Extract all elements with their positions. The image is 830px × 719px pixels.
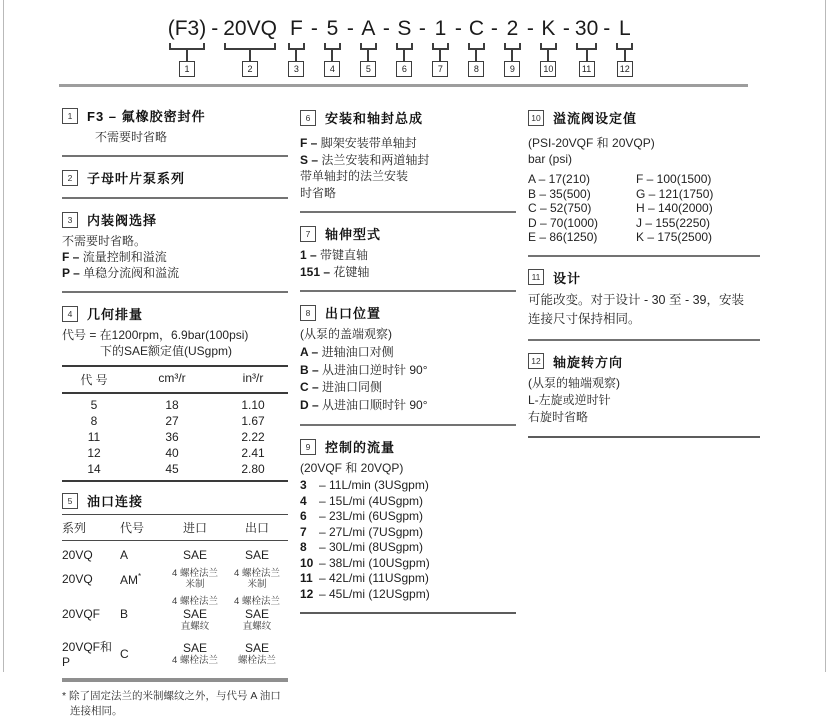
footnote-line: 连接相同。 [70,705,123,717]
code-cell: A [120,548,129,562]
code-segment [431,16,450,77]
code-cell: B [120,607,129,621]
section-text: 连接尺寸保持相同。 [528,311,641,326]
flow-option [300,494,516,510]
pressure-column [636,172,713,245]
option-code: D – [300,397,319,412]
cell: 18 [165,398,179,412]
section-heading [62,210,288,229]
divider [300,424,516,426]
option-code: S – [300,152,319,167]
cell: 2.80 [241,462,265,476]
option-text: 进油口同侧 [322,380,383,394]
cell: 2.22 [241,430,265,444]
bracket-icon [576,43,597,50]
bracket-icon [224,43,276,50]
inlet-cell [164,596,226,632]
code-number-box: 8 [468,61,484,77]
section-11 [528,268,760,329]
flow-code: 3 [300,478,307,492]
option-code: P – [62,266,80,280]
bracket-icon [432,43,449,50]
outlet-cell [226,548,288,562]
section-number-box: 12 [528,353,544,369]
section-title: F3 – 氟橡胶密封件 [87,109,206,124]
option-line [300,168,516,185]
table-row [62,593,288,635]
outlet-cell [226,596,288,632]
section-heading [300,224,516,243]
section-heading [62,168,288,187]
code-separator: - [526,17,534,40]
divider [528,436,760,438]
option-line [62,265,288,281]
flow-option [300,556,516,572]
section-number-box: 7 [300,226,316,242]
section-number-box: 1 [62,108,78,124]
table-header-row [62,365,288,394]
code-segment [503,16,522,77]
section-6 [300,108,516,201]
series-cell: 20VQF和P [62,640,113,669]
code-number-box: 1 [179,61,195,77]
code-segment-label: C [468,17,484,40]
code-segment-label: 30 [574,17,599,40]
code-separator: - [603,17,611,40]
flow-code: 7 [300,524,307,539]
flow-text: – 30L/mi (8USgpm) [319,540,424,554]
code-segment-label: 5 [326,17,339,40]
section-heading [528,268,760,287]
dropline [295,50,297,61]
dropline [439,50,441,61]
code-number-box: 10 [540,61,556,77]
option-text: 从进油口逆时针 90° [322,362,428,377]
divider [528,255,760,257]
code-separator: - [211,17,219,40]
flow-text: – 23L/mi (6USgpm) [319,509,424,523]
column-middle [300,108,516,614]
cell-line: 米制 [247,579,267,590]
section-9 [300,437,516,602]
flow-option [300,571,516,587]
section-2 [62,168,288,187]
section-8 [300,303,516,414]
cell: 11 [87,430,101,444]
code-segment-label: S [397,17,412,40]
section-subtitle: (从泵的盖端观察) [300,327,392,341]
cell: 40 [165,446,179,460]
section-text: 右旋时省略 [528,409,589,424]
outlet-cell [226,568,288,590]
section-number-box: 10 [528,110,544,126]
pressure-option: C – 52(750) [528,201,592,215]
option-line [300,264,516,281]
series-cell: 20VQ [62,572,93,586]
table-row [62,461,288,477]
code-number-box: 7 [432,61,448,77]
section-number-box: 2 [62,170,78,186]
table-row [62,429,288,445]
flow-text: – 42L/mi (11USgpm) [319,571,429,585]
option-code: C – [300,380,319,394]
option-text: 带键直轴 [320,248,369,262]
table-row [62,635,288,672]
header-divider [59,84,748,87]
code-segment-label: K [541,17,556,40]
flow-code: 10 [300,555,314,570]
section-subtitle: bar (psi) [528,152,573,166]
option-text: 法兰安装和两道轴封 [321,152,430,167]
cell: 45 [165,462,179,476]
flow-text: – 15L/mi (4USgpm) [319,493,424,508]
cell-line: SAE [182,641,207,655]
code-segment-label: F [290,17,303,40]
section-3 [62,210,288,281]
section-subtitle: (20VQF 和 20VQP) [300,461,404,475]
pressure-column [528,172,636,245]
divider [528,339,760,341]
section-text: L-左旋或逆时针 [528,392,611,407]
code-segment-label: 1 [434,17,447,40]
option-code: F – [62,250,80,264]
code-segment-label: A [361,17,376,40]
section-title: 油口连接 [87,494,144,509]
option-line [300,135,516,152]
code-number-box: 5 [360,61,376,77]
cell: 8 [90,414,98,428]
divider [62,291,288,293]
column-header: 代 号 [80,373,108,387]
section-subtitle: (PSI-20VQF 和 20VQP) [528,136,655,150]
code-number-box: 4 [324,61,340,77]
dropline [403,50,405,61]
cell: 1.10 [241,398,265,412]
pressure-option: J – 155(2250) [636,215,711,230]
cell: 1.67 [241,414,265,428]
bracket-icon [616,43,633,50]
section-4 [62,304,288,482]
code-segment [539,16,558,77]
port-table-body [62,541,288,682]
cell-line: SAE [182,607,207,621]
section-number-box: 4 [62,306,78,322]
option-line [300,379,516,397]
divider [300,211,516,213]
divider [300,290,516,292]
column-header: 出口 [244,521,269,535]
option-line [300,247,516,264]
pressure-option: A – 17(210) [528,172,591,186]
code-number-box: 11 [579,61,595,77]
section-number-box: 3 [62,212,78,228]
code-footnote-mark: * [138,571,142,581]
code-segment [287,16,306,77]
option-text: 流量控制和溢流 [82,250,167,264]
section-title: 出口位置 [325,306,382,321]
pressure-option: D – 70(1000) [528,215,599,230]
code-segment-label: 20VQ [223,17,277,40]
bracket-icon [396,43,413,50]
cell-line: SAE [244,548,269,562]
option-code: 1 – [300,248,317,262]
section-heading [62,491,288,510]
table-row [62,545,288,565]
flow-option [300,525,516,541]
bracket-icon [324,43,341,50]
column-right [528,108,760,438]
code-segment [575,16,598,77]
dropline [511,50,513,61]
outlet-cell [226,641,288,666]
code-segment [168,16,207,77]
bracket-icon [504,43,521,50]
section-text: 不需要时省略。 [62,234,147,248]
section-heading [62,106,288,125]
bracket-icon [288,43,305,50]
option-line [300,185,516,202]
dropline [186,50,188,61]
section-title: 控制的流量 [325,440,396,455]
section-text: (从泵的轴端观察) [528,375,620,390]
code-segment [615,16,634,77]
dropline [547,50,549,61]
section-text: 不需要时省略 [95,130,168,144]
section-text: 下的SAE额定值(USgpm) [100,344,233,358]
section-number-box: 9 [300,439,316,455]
code-segment [395,16,414,77]
dropline [624,50,626,61]
code-segment [359,16,378,77]
section-title: 溢流阀设定值 [553,111,638,126]
divider [300,612,516,614]
divider [62,197,288,199]
flow-text: – 38L/mi (10USgpm) [319,555,430,570]
section-7 [300,224,516,280]
flow-option [300,478,516,494]
table-row [62,565,288,593]
code-cell: C [120,646,129,661]
bracket-icon [169,43,206,50]
flow-option [300,587,516,603]
table-row [62,445,288,461]
pressure-option: F – 100(1500) [636,172,712,186]
section-text: 可能改变。对于设计 - 30 至 - 39，安装 [528,292,744,307]
pressure-option: E – 86(1250) [528,230,598,244]
option-code: A – [300,345,319,359]
section-heading [300,108,516,127]
column-header: cm³/r [158,371,186,385]
pressure-settings [528,172,760,245]
flow-text: – 11L/min (3USgpm) [319,478,429,492]
option-text: 带单轴封的法兰安装 [300,169,409,183]
cell: 14 [87,462,101,476]
inlet-cell [164,568,226,590]
column-left [62,106,288,719]
code-segment-label: 2 [506,17,519,40]
section-title: 轴伸型式 [325,227,382,242]
section-title: 安装和轴封总成 [325,111,424,126]
option-text: 花键轴 [333,264,370,279]
footnote-line: * 除了固定法兰的米制螺纹之外，与代号 A 油口 [62,690,281,702]
pressure-option: H – 140(2000) [636,201,713,215]
pressure-option: B – 35(500) [528,186,591,201]
section-heading [528,108,760,127]
cell-line: 4 螺栓法兰 [172,655,218,666]
option-line [300,397,516,415]
code-segment [223,16,277,77]
option-line [62,249,288,265]
code-separator: - [562,17,570,40]
flow-text: – 45L/mi (12USgpm) [319,586,430,601]
code-separator: - [454,17,462,40]
cell-line: SAE [244,641,269,655]
flow-code: 4 [300,493,307,508]
section-heading [528,352,760,371]
dropline [475,50,477,61]
column-header: 代号 [120,521,145,535]
cell-line: 直螺纹 [242,621,272,632]
column-header: 进口 [182,521,207,535]
cell-line: 4 螺栓法兰 [172,596,218,607]
code-number-box: 6 [396,61,412,77]
series-cell: 20VQF [62,607,101,621]
section-title: 设计 [553,270,582,286]
code-separator: - [346,17,354,40]
option-line [300,152,516,169]
bracket-icon [540,43,557,50]
code-number-box: 12 [617,61,633,77]
section-number-box: 8 [300,305,316,321]
flow-option [300,509,516,525]
dropline [249,50,251,61]
section-heading [62,304,288,323]
code-number-box: 3 [288,61,304,77]
section-number-box: 6 [300,110,316,126]
cell-line: 4 螺栓法兰 [172,568,218,579]
page-border-left [3,0,4,672]
series-cell: 20VQ [62,548,93,562]
column-header: 系列 [62,521,87,535]
bracket-icon [360,43,377,50]
displacement-table [62,365,288,482]
flow-code: 12 [300,586,314,601]
footnote [62,689,288,719]
cell-line: 4 螺栓法兰 [234,568,280,579]
inlet-cell [164,548,226,562]
dropline [367,50,369,61]
code-cell [120,572,164,587]
code-number-box: 9 [504,61,520,77]
dropline [586,50,588,61]
flow-option [300,540,516,556]
section-5 [62,491,288,719]
section-title: 内装阀选择 [87,213,158,228]
code-segment-label: (F3) [167,17,207,40]
section-title: 轴旋转方向 [553,354,624,370]
flow-code: 6 [300,509,307,523]
option-text: 单稳分流阀和溢流 [83,266,180,280]
cell: 2.41 [241,446,265,460]
bracket-icon [468,43,485,50]
cell: 27 [165,414,179,428]
port-table-header [62,514,288,541]
option-text: 进轴油口对侧 [321,345,394,359]
column-header: in³/r [242,371,264,385]
cell-line: SAE [182,548,207,562]
section-heading [300,437,516,456]
section-heading [300,303,516,322]
inlet-cell [164,641,226,666]
section-title: 几何排量 [87,307,144,322]
code-segment [467,16,486,77]
cell-line: SAE [244,607,269,621]
option-line [300,344,516,362]
option-code: 151 – [300,264,331,279]
cell-line: 螺栓法兰 [237,655,276,666]
section-number-box: 11 [528,269,544,285]
flow-code: 8 [300,540,307,554]
code-separator: - [418,17,426,40]
option-text: 时省略 [300,185,337,200]
option-text: 脚架安装带单轴封 [320,136,417,150]
section-title: 子母叶片泵系列 [87,171,186,186]
section-12 [528,352,760,426]
divider [62,155,288,157]
option-code: F – [300,136,318,150]
cell-line: 4 螺栓法兰 [234,596,280,607]
code-number-box: 2 [242,61,258,77]
flow-text: – 27L/mi (7USgpm) [319,524,424,539]
section-text: 代号 = 在1200rpm，6.9bar(100psi) [62,328,249,342]
table-row [62,413,288,429]
model-code-diagram [0,16,830,77]
cell-line: 米制 [185,579,205,590]
code-segment-label: L [618,17,631,40]
page-border-right [825,0,826,672]
section-10 [528,108,760,245]
code-segment [323,16,342,77]
code-separator: - [382,17,390,40]
option-code: B – [300,362,319,377]
pressure-option: G – 121(1750) [636,186,714,201]
flow-code: 11 [300,571,313,585]
code-separator: - [490,17,498,40]
dropline [331,50,333,61]
option-line [300,362,516,380]
option-text: 从进油口顺时针 90° [322,397,428,412]
cell: 12 [87,446,101,460]
code-separator: - [310,17,318,40]
cell: 36 [165,430,179,444]
pressure-option: K – 175(2500) [636,230,713,244]
cell: 5 [90,398,98,412]
section-1 [62,106,288,145]
table-row [62,397,288,413]
cell-line: 直螺纹 [180,621,210,632]
section-number-box: 5 [62,493,78,509]
code-text: AM [120,572,138,587]
